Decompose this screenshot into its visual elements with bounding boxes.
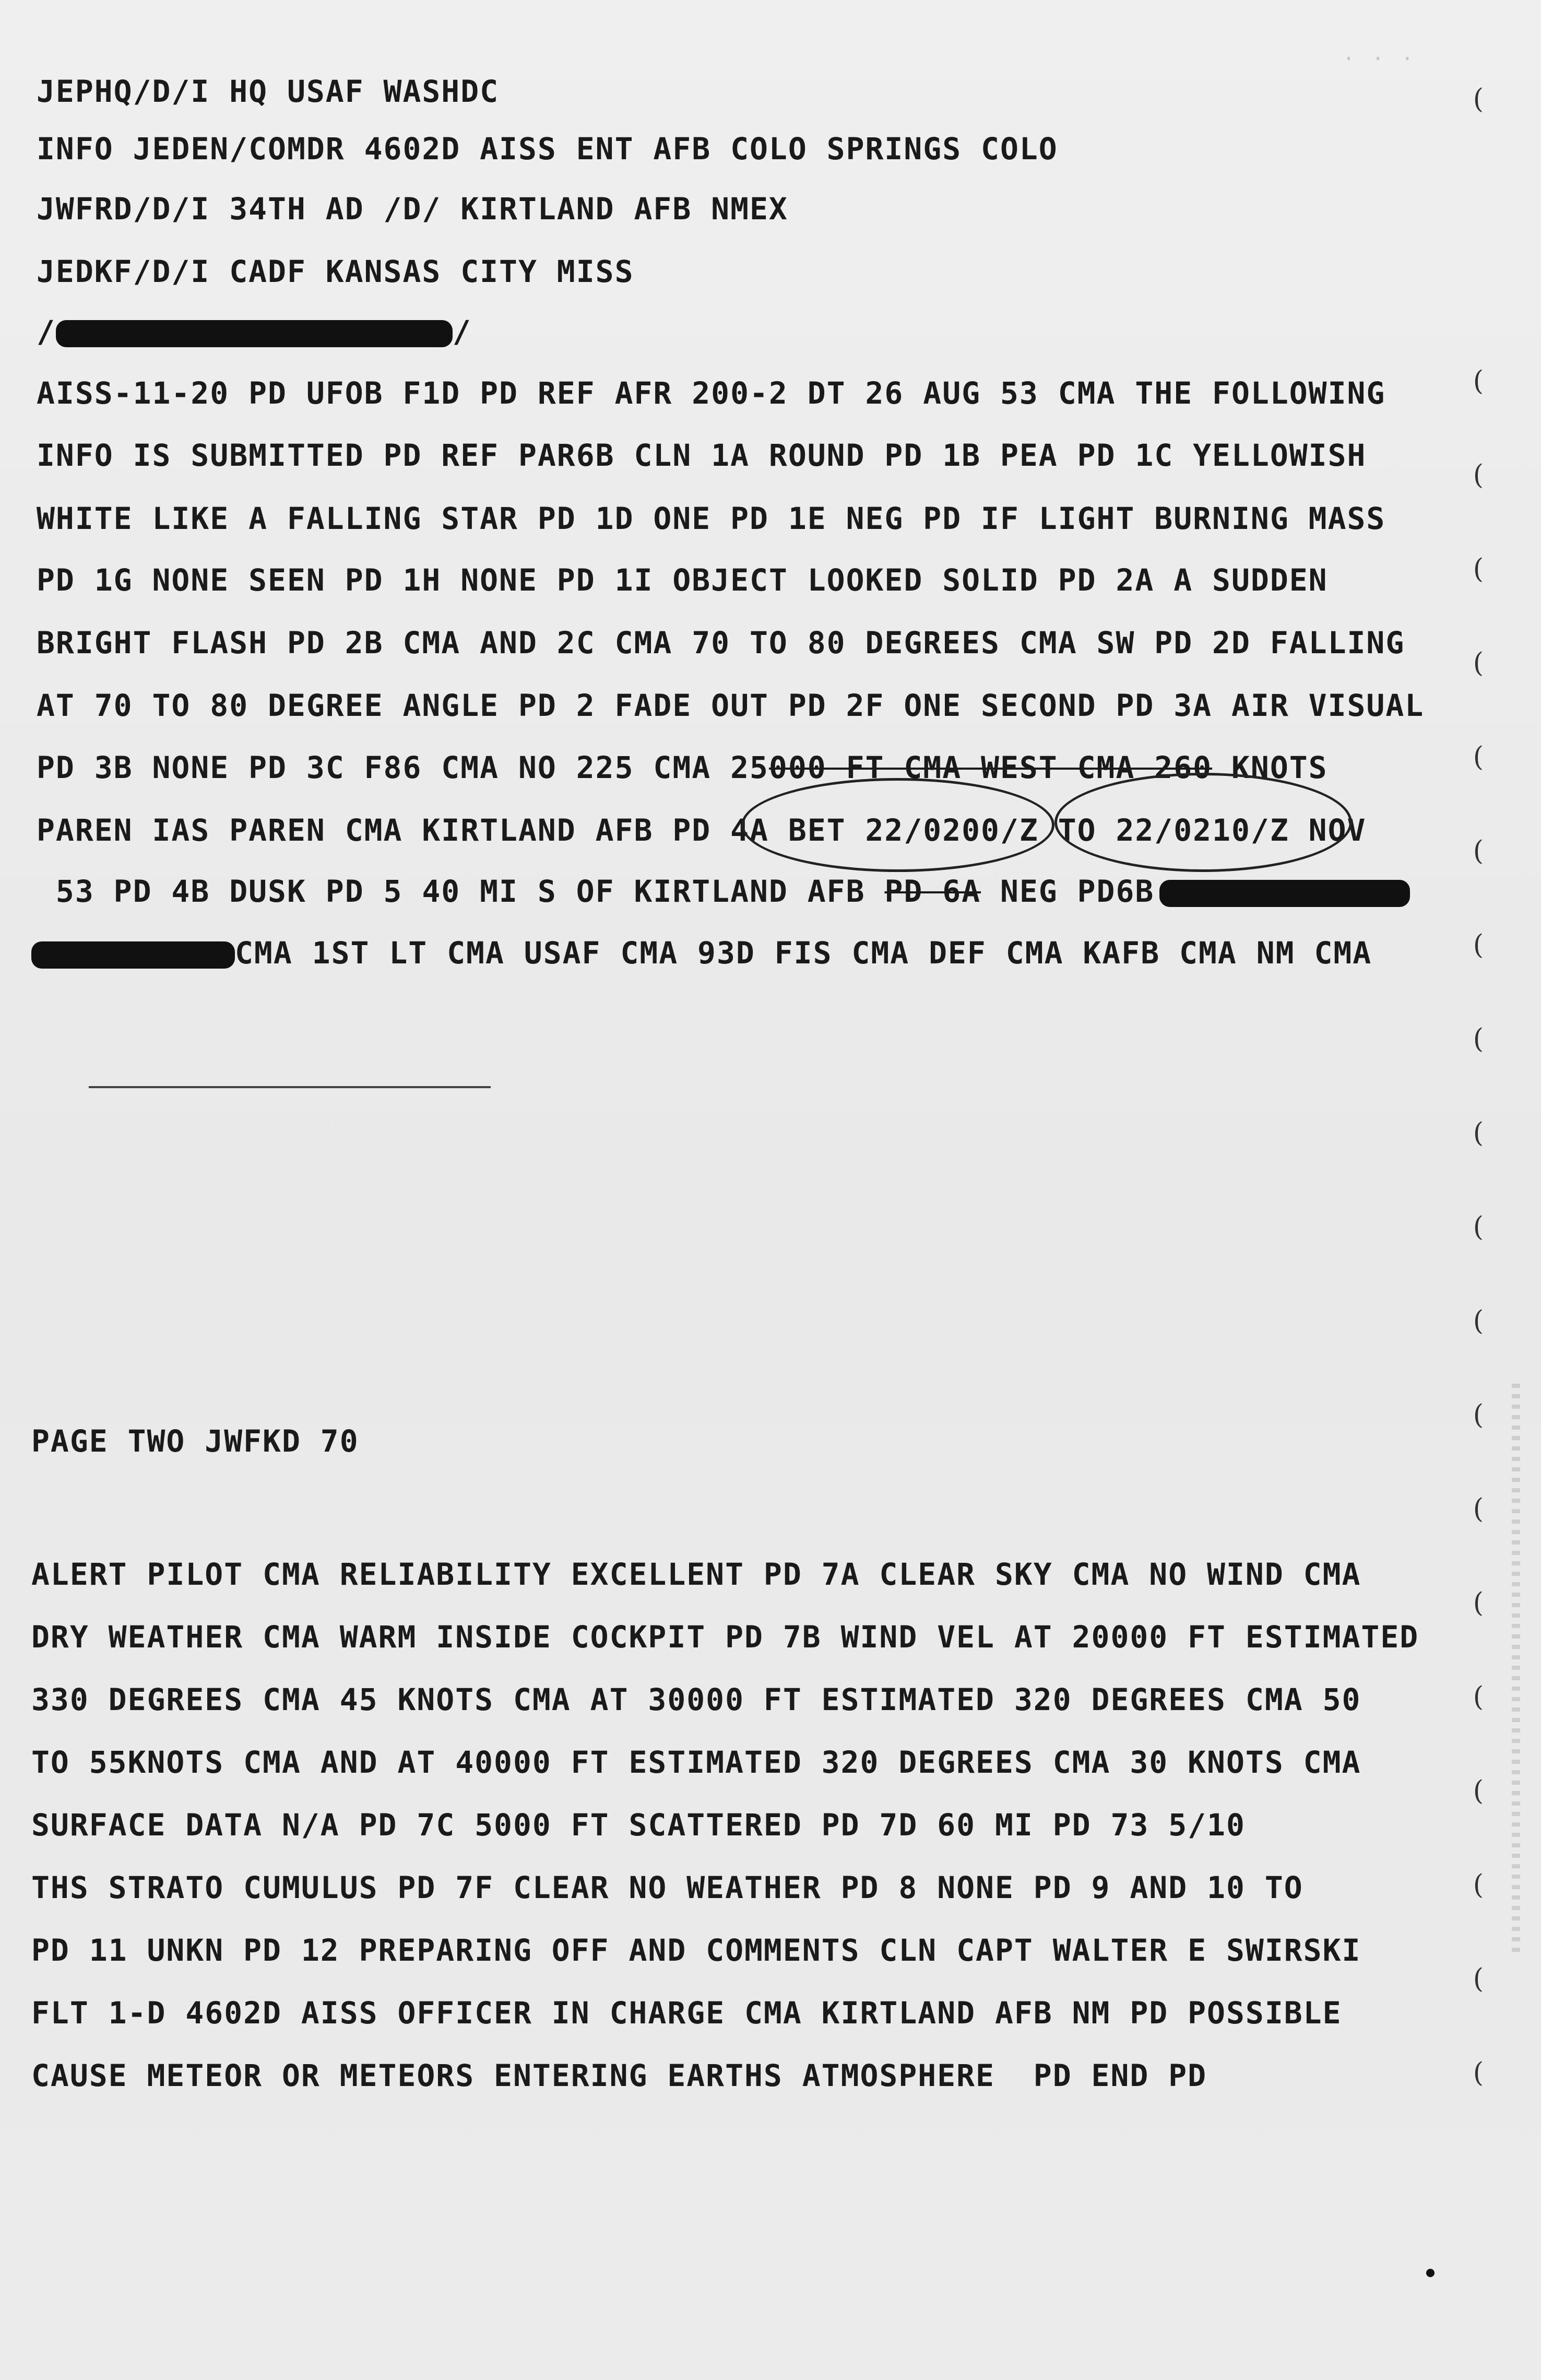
margin-mark: ( xyxy=(1473,1963,1484,1995)
body-line-5: BRIGHT FLASH PD 2B CMA AND 2C CMA 70 TO 80 DEGREES CMA SW PD 2D FALLING xyxy=(37,625,1405,661)
signoff-text: CMA 1ST LT CMA USAF CMA 93D FIS CMA DEF CMA KAFB CMA NM CMA xyxy=(235,935,1372,971)
body-line-1: AISS-11-20 PD UFOB F1D PD REF AFR 200-2 DT 26 AUG 53 CMA THE FOLLOWING xyxy=(37,375,1386,411)
body-line-8: PAREN IAS PAREN CMA KIRTLAND AFB PD 4A BET 22/0200/Z TO 22/0210/Z NOV xyxy=(37,812,1367,848)
date-circle-2 xyxy=(1054,773,1352,872)
redaction-bar-signer xyxy=(31,941,235,969)
routing-line-1: JEPHQ/D/I HQ USAF WASHDC xyxy=(37,74,500,109)
redacted-routing-line xyxy=(37,313,472,350)
page2-line-7: PD 11 UNKN PD 12 PREPARING OFF AND COMMENTS CLN CAPT WALTER E SWIRSKI xyxy=(31,1933,1361,1968)
ink-dot xyxy=(1426,2269,1435,2277)
separator-rule xyxy=(89,1086,491,1088)
line-53-end: NEG PD6B xyxy=(981,874,1155,909)
margin-mark: ( xyxy=(1473,1305,1484,1337)
margin-mark: ( xyxy=(1473,1399,1484,1431)
page2-line-1: ALERT PILOT CMA RELIABILITY EXCELLENT PD 7A CLEAR SKY CMA NO WIND CMA xyxy=(31,1557,1361,1592)
page2-line-6: THS STRATO CUMULUS PD 7F CLEAR NO WEATHER PD 8 NONE PD 9 AND 10 TO xyxy=(31,1870,1303,1905)
redaction-bar-name xyxy=(1159,880,1410,907)
page2-line-9: CAUSE METEOR OR METEORS ENTERING EARTHS ATMOSPHERE PD END PD xyxy=(31,2058,1207,2093)
margin-mark: ( xyxy=(1473,553,1484,585)
line-3b-text: PD 3B NONE PD 3C F86 CMA NO 225 CMA 25 xyxy=(37,750,769,785)
margin-mark: ( xyxy=(1473,366,1484,397)
margin-mark: ( xyxy=(1473,1211,1484,1243)
margin-mark: ( xyxy=(1473,1587,1484,1619)
margin-mark: ( xyxy=(1473,459,1484,491)
page2-line-3: 330 DEGREES CMA 45 KNOTS CMA AT 30000 FT ESTIMATED 320 DEGREES CMA 50 xyxy=(31,1682,1361,1717)
routing-line-2: INFO JEDEN/COMDR 4602D AISS ENT AFB COLO SPRINGS COLO xyxy=(37,131,1058,167)
margin-mark: ( xyxy=(1473,1023,1484,1055)
margin-mark: ( xyxy=(1473,835,1484,867)
line-53-struck: PD 6A xyxy=(884,874,981,909)
margin-mark: ( xyxy=(1473,1117,1484,1149)
margin-mark: ( xyxy=(1473,1869,1484,1901)
margin-mark: ( xyxy=(1473,2057,1484,2089)
margin-mark: ( xyxy=(1473,929,1484,961)
line-3b-struck: 000 FT CMA WEST CMA 260 xyxy=(768,750,1213,785)
redaction-bar xyxy=(56,320,453,347)
date-circle-1 xyxy=(741,778,1054,872)
line-3b-end: KNOTS xyxy=(1212,750,1328,785)
body-line-6: AT 70 TO 80 DEGREE ANGLE PD 2 FADE OUT PD 2F ONE SECOND PD 3A AIR VISUAL xyxy=(37,688,1425,723)
body-line-9 xyxy=(37,873,1410,910)
side-printer-imprint xyxy=(1512,1384,1520,1958)
corner-dots: · · · xyxy=(1342,47,1416,71)
body-line-10 xyxy=(31,935,1372,971)
page-two-header: PAGE TWO JWFKD 70 xyxy=(31,1423,359,1459)
page2-line-4: TO 55KNOTS CMA AND AT 40000 FT ESTIMATED 320 DEGREES CMA 30 KNOTS CMA xyxy=(31,1745,1361,1780)
margin-mark: ( xyxy=(1473,1493,1484,1525)
body-line-4: PD 1G NONE SEEN PD 1H NONE PD 1I OBJECT LOOKED SOLID PD 2A A SUDDEN xyxy=(37,562,1328,598)
margin-mark: ( xyxy=(1473,647,1484,679)
margin-mark: ( xyxy=(1473,1681,1484,1713)
margin-mark: ( xyxy=(1473,1775,1484,1807)
redacted-line-prefix: / xyxy=(37,314,56,349)
routing-line-3: JWFRD/D/I 34TH AD /D/ KIRTLAND AFB NMEX xyxy=(37,191,788,227)
redacted-line-suffix: / xyxy=(452,314,472,349)
body-line-3: WHITE LIKE A FALLING STAR PD 1D ONE PD 1E NEG PD IF LIGHT BURNING MASS xyxy=(37,501,1386,536)
page2-line-2: DRY WEATHER CMA WARM INSIDE COCKPIT PD 7B WIND VEL AT 20000 FT ESTIMATED xyxy=(31,1619,1419,1655)
page2-line-8: FLT 1-D 4602D AISS OFFICER IN CHARGE CMA KIRTLAND AFB NM PD POSSIBLE xyxy=(31,1995,1342,2031)
margin-mark: ( xyxy=(1473,741,1484,773)
body-line-2: INFO IS SUBMITTED PD REF PAR6B CLN 1A ROUND PD 1B PEA PD 1C YELLOWISH xyxy=(37,438,1367,473)
margin-mark: ( xyxy=(1473,84,1484,115)
line-53-text: 53 PD 4B DUSK PD 5 40 MI S OF KIRTLAND AFB xyxy=(37,874,885,909)
page2-line-5: SURFACE DATA N/A PD 7C 5000 FT SCATTERED PD 7D 60 MI PD 73 5/10 xyxy=(31,1807,1246,1843)
routing-line-4: JEDKF/D/I CADF KANSAS CITY MISS xyxy=(37,254,634,289)
